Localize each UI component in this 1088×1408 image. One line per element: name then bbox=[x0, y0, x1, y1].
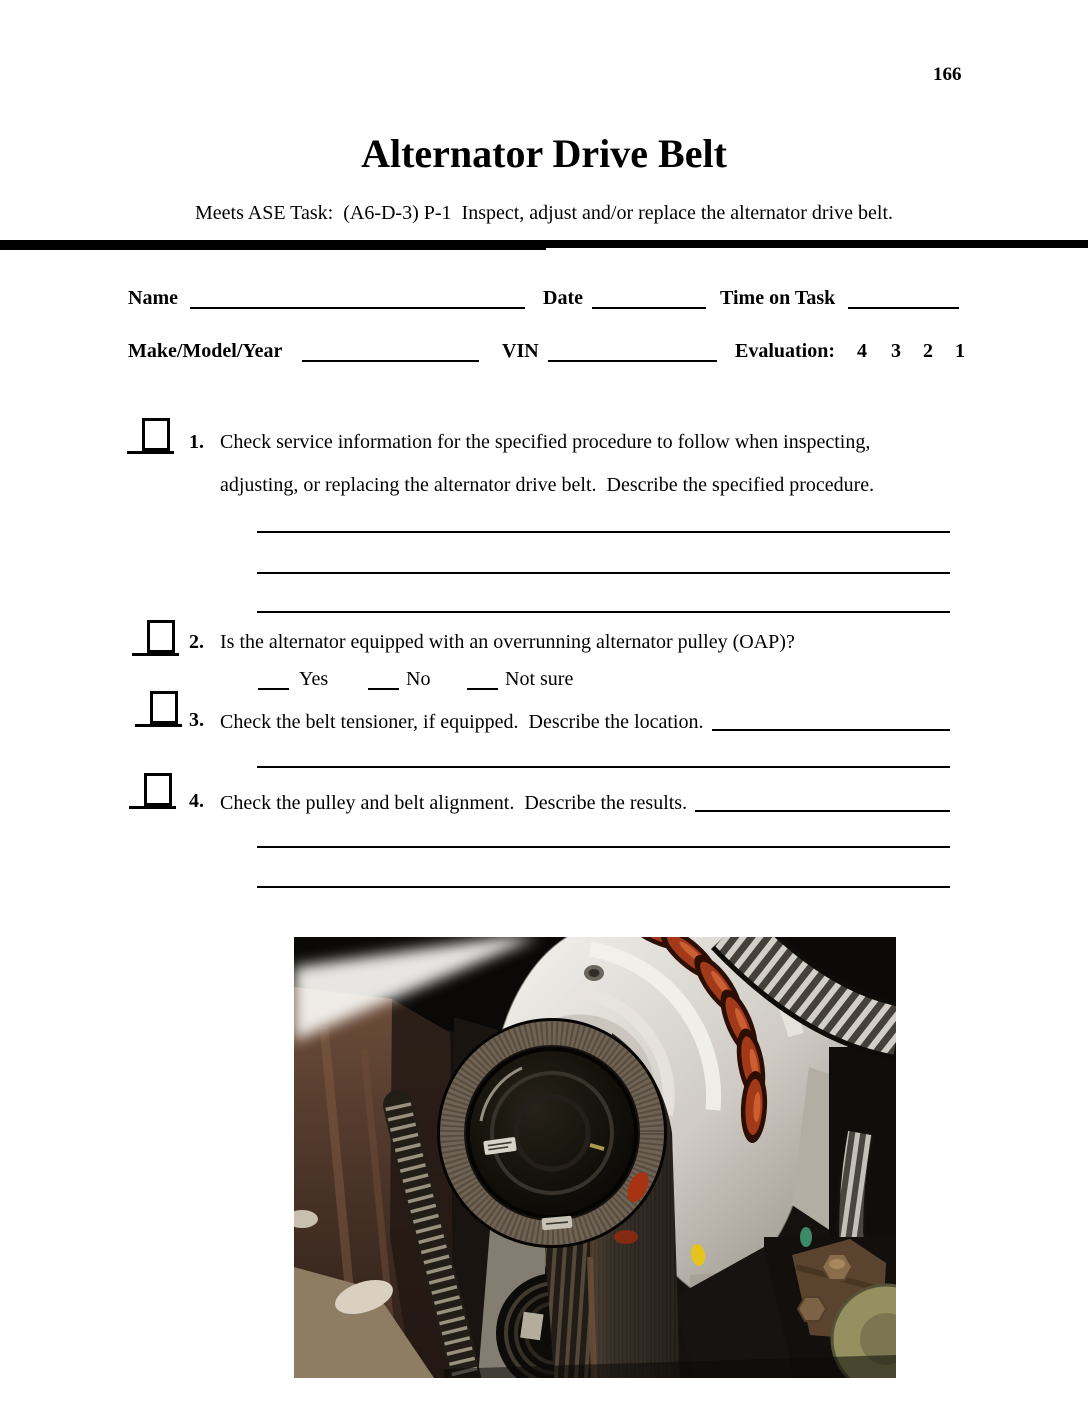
task-1-text-line1: Check service information for the specified procedure to follow when inspecting, bbox=[220, 431, 871, 453]
option-yes-label: Yes bbox=[299, 668, 329, 690]
evaluation-label: Evaluation: bbox=[735, 340, 836, 362]
ase-task-line: Meets ASE Task: (A6-D-3) P-1 Inspect, adjust and/or replace the alternator drive belt. bbox=[194, 202, 894, 224]
task-3-text: Check the belt tensioner, if equipped. Describe the location. bbox=[220, 711, 704, 733]
task-2-number: 2. bbox=[189, 631, 204, 653]
task-1-response-line-2[interactable] bbox=[257, 572, 950, 574]
header-divider-notch bbox=[546, 248, 1088, 250]
task-4-checkbox[interactable] bbox=[144, 773, 172, 806]
task-3-text-row bbox=[220, 706, 950, 734]
make-model-year-label: Make/Model/Year bbox=[128, 340, 283, 362]
time-on-task-label: Time on Task bbox=[720, 287, 836, 309]
task-1-number: 1. bbox=[189, 431, 204, 453]
task-1-checkbox-line bbox=[127, 451, 174, 454]
task-3-number: 3. bbox=[189, 709, 204, 731]
task-3-inline-blank[interactable] bbox=[712, 729, 951, 731]
option-no-blank[interactable] bbox=[368, 688, 399, 690]
page-number: 166 bbox=[933, 64, 962, 85]
task-2-checkbox-line bbox=[132, 653, 179, 656]
task-1-response-line-1[interactable] bbox=[257, 531, 950, 533]
task-4-number: 4. bbox=[189, 790, 204, 812]
task-4-checkbox-line bbox=[129, 806, 176, 809]
make-model-year-blank-line[interactable] bbox=[302, 360, 479, 362]
date-label: Date bbox=[543, 287, 583, 309]
task-4-text-row bbox=[220, 787, 950, 815]
vin-blank-line[interactable] bbox=[548, 360, 717, 362]
task-4-text: Check the pulley and belt alignment. Describe the results. bbox=[220, 792, 688, 814]
evaluation-score-4: 4 bbox=[857, 340, 867, 362]
time-on-task-blank-line[interactable] bbox=[848, 307, 959, 309]
task-4-response-line-2[interactable] bbox=[257, 886, 950, 888]
evaluation-score-3: 3 bbox=[891, 340, 901, 362]
alternator-photo-illustration bbox=[294, 937, 896, 1378]
task-2-text: Is the alternator equipped with an overrunning alternator pulley (OAP)? bbox=[220, 631, 795, 653]
evaluation-score-2: 2 bbox=[923, 340, 933, 362]
page-title: Alternator Drive Belt bbox=[361, 131, 727, 176]
task-1-response-line-3[interactable] bbox=[257, 611, 950, 613]
task-3-response-line[interactable] bbox=[257, 766, 950, 768]
task-3-checkbox-line bbox=[135, 724, 182, 727]
name-label: Name bbox=[128, 287, 178, 309]
option-yes-blank[interactable] bbox=[258, 688, 289, 690]
task-1-checkbox[interactable] bbox=[142, 418, 170, 451]
alternator-pulley bbox=[439, 1020, 665, 1246]
option-not-sure-blank[interactable] bbox=[467, 688, 498, 690]
option-not-sure-label: Not sure bbox=[505, 668, 574, 690]
name-blank-line[interactable] bbox=[190, 307, 525, 309]
alternator-drive-belt-photo bbox=[294, 937, 896, 1378]
option-no-label: No bbox=[406, 668, 431, 690]
vin-label: VIN bbox=[502, 340, 539, 362]
task-4-inline-blank[interactable] bbox=[695, 810, 950, 812]
task-2-checkbox[interactable] bbox=[147, 620, 175, 653]
date-blank-line[interactable] bbox=[592, 307, 706, 309]
task-1-text-line2: adjusting, or replacing the alternator drive belt. Describe the specified procedure. bbox=[220, 474, 875, 496]
task-3-checkbox[interactable] bbox=[150, 691, 178, 724]
evaluation-score-1: 1 bbox=[955, 340, 965, 362]
task-4-response-line-1[interactable] bbox=[257, 846, 950, 848]
green-paint-mark bbox=[800, 1227, 812, 1247]
